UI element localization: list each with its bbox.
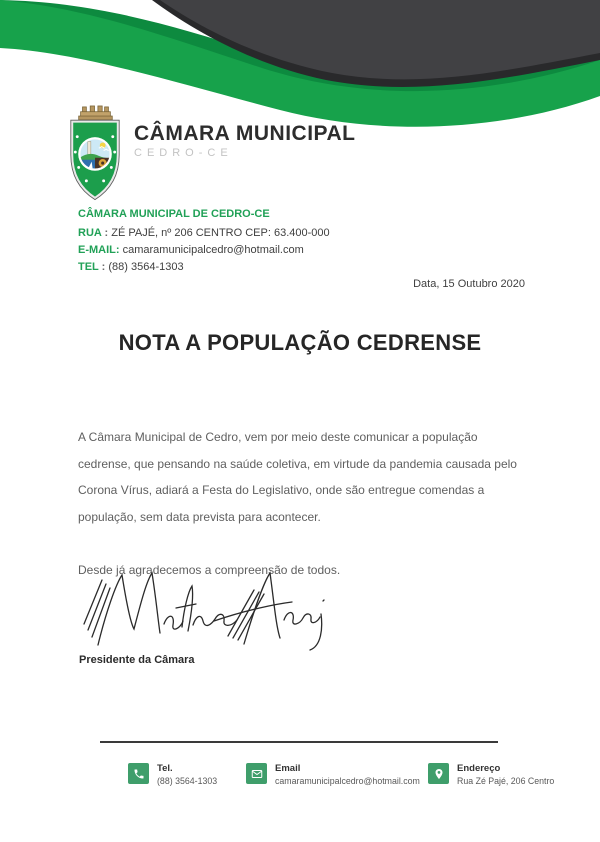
- brand-block: [64, 105, 355, 201]
- ceara-coat-of-arms-logo: [64, 105, 126, 201]
- footer-item-email: [246, 763, 420, 787]
- phone-icon: [128, 763, 149, 784]
- contact-separator: :: [98, 261, 109, 273]
- contact-line-email: [78, 242, 330, 259]
- brand-text: [134, 123, 355, 159]
- email-icon: [246, 763, 267, 784]
- contact-value: ZÉ PAJÉ, nº 206 CENTRO CEP: 63.400-000: [111, 227, 330, 239]
- signer-role: Presidente da Câmara: [79, 654, 195, 666]
- document-title: NOTA A POPULAÇÃO CEDRENSE: [118, 330, 482, 355]
- contact-value: camaramunicipalcedro@hotmail.com: [122, 244, 304, 256]
- footer-label-email: Email: [275, 763, 301, 774]
- contact-separator: :: [101, 227, 112, 239]
- signature-image: [66, 562, 356, 662]
- footer-item-address: [428, 763, 554, 787]
- footer-value-email: camaramunicipalcedro@hotmail.com: [275, 776, 420, 786]
- date-line: Data, 15 Outubro 2020: [413, 278, 525, 290]
- footer-text: [275, 763, 420, 787]
- org-title: CÂMARA MUNICIPAL: [134, 122, 356, 145]
- contact-line-tel: [78, 259, 330, 276]
- contact-label: RUA: [78, 227, 102, 239]
- footer-value-tel: (88) 3564-1303: [157, 776, 218, 786]
- contact-label: TEL: [78, 261, 99, 273]
- footer-text: [457, 763, 554, 787]
- footer-label-address: Endereço: [457, 763, 501, 774]
- location-icon: [428, 763, 449, 784]
- body-paragraph: A Câmara Municipal de Cedro, vem por meio deste comunicar a população cedrense, que pensando na saúde coletiva, em virtude da pandemia causada pelo Corona Vírus, adiará a Festa do Legislativo, onde são entregue comendas a população, sem data prevista para acontecer.: [78, 430, 517, 524]
- body-paragraph: Desde já agradecemos a compreensão de todos.: [78, 563, 341, 577]
- org-subtitle: CEDRO-CE: [134, 147, 233, 159]
- contact-heading: CÂMARA MUNICIPAL DE CEDRO-CE: [78, 208, 270, 220]
- signature-block: [66, 562, 356, 662]
- footer-label-tel: Tel.: [157, 763, 173, 774]
- footer-divider: [100, 741, 498, 743]
- contact-label: E-MAIL:: [78, 244, 120, 256]
- crown: [79, 106, 113, 120]
- footer-text: [157, 763, 217, 787]
- contact-line-rua: [78, 225, 330, 242]
- footer: [0, 763, 600, 803]
- footer-item-tel: [128, 763, 217, 787]
- contact-block: [78, 206, 330, 276]
- contact-value: (88) 3564-1303: [108, 261, 184, 273]
- footer-value-address: Rua Zé Pajé, 206 Centro: [457, 776, 555, 786]
